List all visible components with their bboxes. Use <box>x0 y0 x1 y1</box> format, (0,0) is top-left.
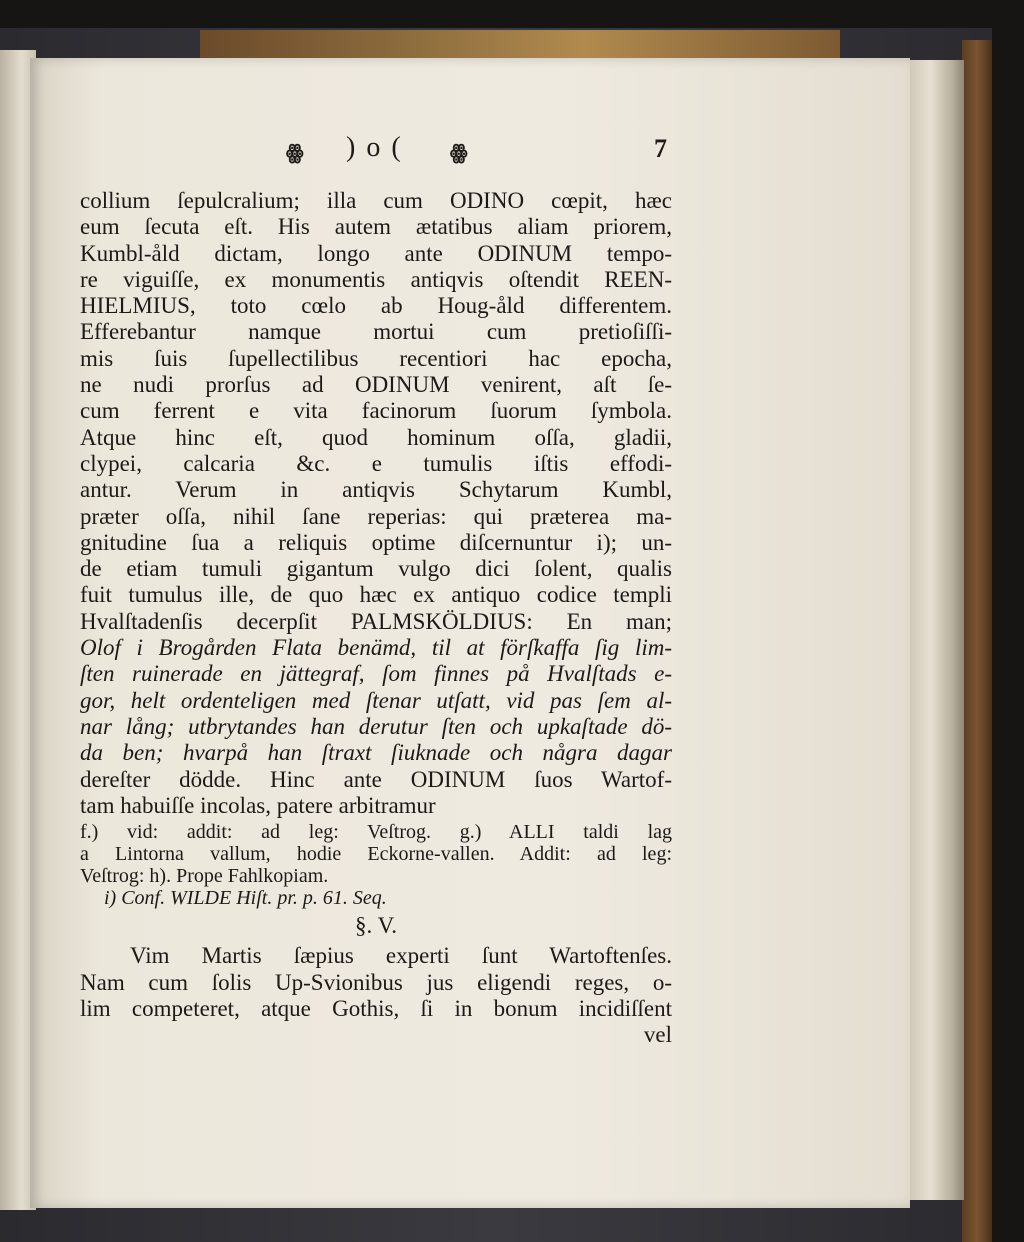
body-line-swedish: nar lång; utbrytandes han derutur ſten och upkaſtade dö- <box>80 713 672 739</box>
body-line-swedish: gor, helt ordenteligen med ſtenar utſatt, vid pas ſem al- <box>80 687 672 713</box>
running-head <box>250 132 690 172</box>
footnote-line: i) Conf. WILDE Hiſt. pr. p. 61. Seq. <box>104 887 387 910</box>
section-line: lim competeret, atque Gothis, ſi in bonum incidiſſent <box>80 996 672 1022</box>
body-line: Hvalſtadenſis decerpſit PALMSKÖLDIUS: En man; <box>80 608 672 634</box>
body-line: re viguiſſe, ex monumentis antiqvis oſtendit REEN- <box>80 266 672 292</box>
body-line: mis ſuis ſupellectilibus recentiori hac epocha, <box>80 345 672 371</box>
page-number: 7 <box>654 134 669 163</box>
body-line: Atque hinc eſt, quod hominum oſſa, gladii, <box>80 424 672 450</box>
body-line: antur. Verum in antiqvis Schytarum Kumbl, <box>80 477 672 503</box>
catchword: vel <box>643 1022 672 1048</box>
head-ornament-right-icon: ꙮ <box>450 142 467 164</box>
body-line: de etiam tumuli gigantum vulgo dici ſolent, qualis <box>80 556 672 582</box>
body-line: gnitudine ſua a reliquis optime diſcernuntur i); un- <box>80 529 672 555</box>
section-heading: §. V. <box>355 913 397 939</box>
book-edge-band <box>962 40 992 1242</box>
body-line: clypei, calcaria &c. e tumulis iſtis effodi- <box>80 450 672 476</box>
body-line: HIELMIUS, toto cœlo ab Houg-åld differentem. <box>80 293 672 319</box>
body-line: præter oſſa, nihil ſane reperias: qui præterea ma- <box>80 503 672 529</box>
body-line: collium ſepulcralium; illa cum ODINO cœpit, hæc <box>80 188 672 213</box>
footnote-line: f.) vid: addit: ad leg: Veſtrog. g.) ALLI taldi lag <box>80 821 672 844</box>
page-text <box>80 188 672 1049</box>
body-line: dereſter dödde. Hinc ante ODINUM ſuos Wartof- <box>80 766 672 792</box>
body-line: Efferebantur namque mortui cum pretioſiſſi- <box>80 319 672 345</box>
body-line: eum ſecuta eſt. His autem ætatibus aliam priorem, <box>80 214 672 240</box>
head-ornament-left-icon: ꙮ <box>286 142 303 164</box>
body-line: tam habuiſſe incolas, patere arbitramur <box>80 792 436 818</box>
body-line-swedish: da ben; hvarpå han ſtraxt ſiuknade och några dagar <box>80 740 672 766</box>
body-line-swedish: Olof i Brogården Flata benämd, til at förſkaffa ſig lim- <box>80 635 672 661</box>
body-line-swedish: ſten ruinerade en jättegraf, ſom finnes på Hvalſtads e- <box>80 661 672 687</box>
footnote-line: Veſtrog: h). Prope Fahlkopiam. <box>80 865 329 888</box>
body-line: cum ferrent e vita facinorum ſuorum ſymbola. <box>80 398 672 424</box>
section-line: Vim Martis ſæpius experti ſunt Wartoftenſes. <box>130 943 672 969</box>
body-line: Kumbl-åld dictam, longo ante ODINUM tempo- <box>80 240 672 266</box>
footnote-line: a Lintorna vallum, hodie Eckorne-vallen. Addit: ad leg: <box>80 843 672 866</box>
cover-top-strip <box>200 30 840 58</box>
page-stack-edge <box>908 60 964 1200</box>
running-head-mark: ) o ( <box>346 132 403 163</box>
section-line: Nam cum ſolis Up-Svionibus jus eligendi reges, o- <box>80 969 672 995</box>
body-line: ne nudi prorſus ad ODINUM venirent, aſt ſe- <box>80 372 672 398</box>
body-line: fuit tumulus ille, de quo hæc ex antiquo codice templi <box>80 582 672 608</box>
